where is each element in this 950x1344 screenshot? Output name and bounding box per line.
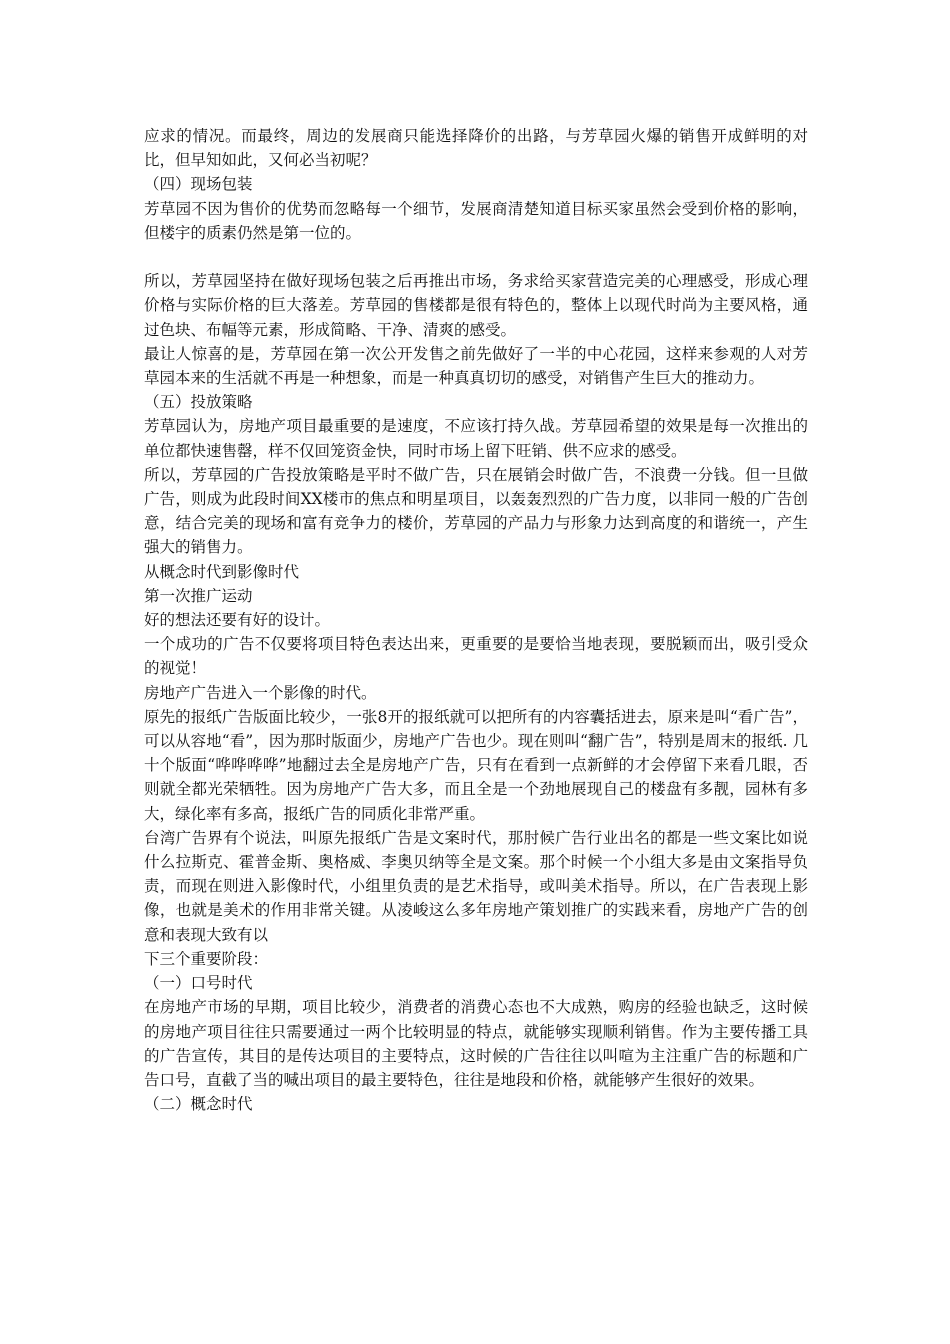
section-heading: （五）投放策略 <box>144 393 253 412</box>
paragraph: 应求的情况。而最终，周边的发展商只能选择降价的出路，与芳草园火爆的销售开成鲜明的对比，但早知如此，又何必当初呢？ <box>144 127 808 170</box>
paragraph: 所以，芳草园坚持在做好现场包装之后再推出市场，务求给买家营造完美的心理感受，形成心理价格与实际价格的巨大落差。芳草园的售楼都是很有特色的，整体上以现代时尚为主要风格，通过色块、布幅等元素，形成简略、干净、清爽的感受。 <box>144 272 808 339</box>
paragraph: 房地产广告进入一个影像的时代。 <box>144 683 377 702</box>
paragraph: 最让人惊喜的是，芳草园在第一次公开发售之前先做好了一半的中心花园，这样来参观的人对芳草园本来的生活就不再是一种想象，而是一种真真切切的感受，对销售产生巨大的推动力。 <box>144 344 808 388</box>
paragraph: 芳草园认为，房地产项目最重要的是速度，不应该打持久战。芳草园希望的效果是每一次推出的单位都快速售罄，样不仅回笼资金快，同时市场上留下旺销、供不应求的感受。 <box>144 417 808 460</box>
section-heading: 第一次推广运动 <box>144 586 253 605</box>
document-body <box>144 124 808 1116</box>
paragraph: 台湾广告界有个说法，叫原先报纸广告是文案时代，那肘候广告行业出名的都是一些文案比如说什么拉斯克、霍普金斯、奥格威、李奥贝纳等全是文案。那个时候一个小组大多是由文案指导负责，而现在则进入影像时代，小组里负责的是艺术指导，或叫美术指导。所以，在广告表现上影像，也就是美术的作用非常关键。从凌峻这么多年房地产策划推广的实践来看，房地产广告的创意和表现大致有以 <box>144 828 808 944</box>
paragraph: 芳草园不因为售价的优势而忽略每一个细节，发展商清楚知道目标买家虽然会受到价格的影响，但楼宇的质素仍然是第一位的。 <box>144 199 808 242</box>
section-heading: （四）现场包装 <box>144 175 253 194</box>
paragraph: 下三个重要阶段： <box>144 949 269 968</box>
section-heading: （二）概念时代 <box>144 1095 253 1114</box>
paragraph: 好的想法还要有好的设计。 <box>144 611 331 630</box>
paragraph: 原先的报纸广告版面比较少，一张8开的报纸就可以把所有的内容囊括进去，原来是叫“看广告”，可以从容地“看”，因为那时版面少，房地产广告也少。现在则叫“翻广告”，特别是周末的报纸. 几十个版面“哗哗哗哗”地翻过去全是房地产广告，只有在看到一点新鲜的才会停留下来看几眼，否则就全都光荣牺牲。因为房地产广告大多，而且全是一个劲地展现自己的楼盘有多靓，园林有多大，绿化率有多高，报纸广告的同质化非常严重。 <box>144 707 808 823</box>
blank-line <box>144 245 808 269</box>
paragraph: 一个成功的广告不仅要将项目特色表达出来，更重要的是要恰当地表现，要脱颖而出，吸引受众的视觉！ <box>144 635 808 678</box>
paragraph: 所以，芳草园的广告投放策略是平时不做广告，只在展销会时做广告，不浪费一分钱。但一旦做广告，则成为此段时间XX楼市的焦点和明星项目，以轰轰烈烈的广告力度，以非同一般的广告创意，结合完美的现场和富有竞争力的楼价，芳草园的产品力与形象力达到高度的和谐统一，产生强大的销售力。 <box>144 465 808 557</box>
section-heading: 从概念时代到影像时代 <box>144 562 300 581</box>
section-heading: （一）口号时代 <box>144 974 253 993</box>
paragraph: 在房地产市场的早期，项目比较少，消费者的消费心态也不大成熟，购房的经验也缺乏，这时候的房地产项目往往只需要通过一两个比较明显的特点，就能够实现顺利销售。作为主要传播工具的广告宣传，其目的是传达项目的主要特点，这时候的广告往往以叫喧为主注重广告的标题和广告口号，直截了当的喊出项目的最主要特色，往往是地段和价格，就能够产生很好的效果。 <box>144 998 808 1089</box>
